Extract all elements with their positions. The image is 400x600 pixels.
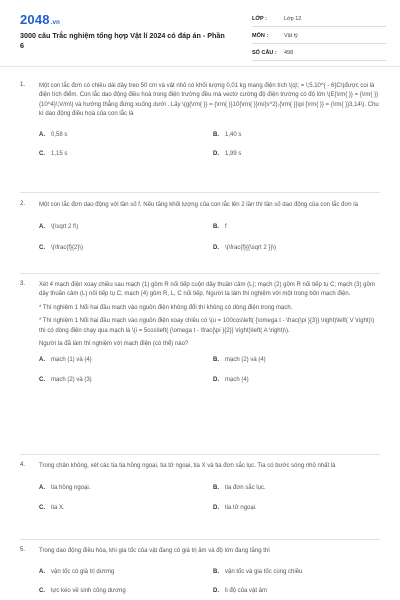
logo-text: 2048 — [20, 12, 50, 27]
option-c[interactable]: C. lực kéo về sinh công dương — [39, 588, 126, 595]
question-3 — [20, 281, 380, 384]
meta-row-class — [252, 12, 386, 27]
question-number: 2. — [20, 201, 26, 207]
question-5 — [20, 547, 380, 595]
meta-value: Vật lý — [284, 33, 298, 39]
page-title: 3000 câu Trắc nghiệm tổng hợp Vật lí 2024 có đáp án - Phần 6 — [20, 31, 225, 50]
question-number: 4. — [20, 462, 26, 468]
option-d[interactable]: D. mạch (4) — [213, 377, 249, 384]
divider — [20, 273, 380, 274]
option-a[interactable]: A. 0,58 s — [39, 131, 68, 138]
option-b[interactable]: B. mạch (2) và (4) — [213, 357, 266, 364]
meta-row-subject — [252, 29, 386, 44]
experiment-1: * Thí nghiệm 1 Nối hai đầu mạch vào nguồn điện không đổi thì không có dòng điện trong mạch. — [39, 304, 293, 311]
question-text: Trong dao động điều hòa, khi gia tốc của vật đang có giá trị âm và độ lớn đang tăng thì — [39, 548, 270, 554]
page-header — [0, 0, 400, 67]
question-text: Xét 4 mạch điện xoay chiều sau mạch (1) gồm R nối tiếp cuộn dây thuần cảm (L); mạch (2) gồm R nối tiếp tụ C; mạch (3) gồm dây thuần cảm (L) nối tiếp tụ C; mạch (4) gồm R, L, C nối tiếp. Người ta làm thí nghiệm với một trong bốn mạch điện. — [39, 282, 375, 298]
question-text: Trong chân không, xét các tia tia hồng ngoại, tia tử ngoại, tia X và tia đơn sắc lục. Tia có bước sóng nhỏ nhất là — [39, 463, 336, 469]
option-b[interactable]: B. vận tốc và gia tốc cùng chiều — [213, 569, 303, 576]
option-a[interactable]: A. tia hồng ngoại. — [39, 485, 91, 492]
option-b[interactable]: B. tia đơn sắc lục. — [213, 485, 266, 492]
option-a[interactable]: A. mạch (1) và (4) — [39, 357, 92, 364]
question-number: 5. — [20, 547, 26, 553]
site-logo[interactable] — [20, 12, 60, 27]
question-4 — [20, 462, 380, 512]
logo-suffix: .vn — [50, 20, 61, 26]
meta-value: Lớp 12 — [284, 16, 302, 22]
divider — [20, 192, 380, 193]
meta-info — [252, 12, 386, 63]
question-text: Một con lắc đơn dao động với tần số f. Nếu tăng khối lượng của con lắc lên 2 lần thì tần số dao động của con lắc đơn là — [39, 202, 358, 208]
meta-value: 498 — [284, 50, 294, 56]
divider — [20, 539, 380, 540]
option-c[interactable]: C. 1,15 s — [39, 150, 68, 157]
option-d[interactable]: D. li độ của vật âm — [213, 588, 268, 595]
meta-label: LỚP : — [252, 16, 267, 22]
option-b[interactable]: B. 1,40 s — [213, 131, 242, 138]
question-2 — [20, 201, 380, 252]
option-b[interactable]: B. f — [213, 224, 227, 231]
question-text: Một con lắc đơn có chiều dài dây treo 50 cm và vật nhỏ có khối lượng 0,01 kg mang điện tích \(q\; = \;5.10^{ - 6}C\)được coi là điện tích điểm. Con lắc dao động điều hoà trong điện trường đều mà vectơ cường độ điện trường có độ lớn \(E{\rm{ }} = {\rm{ }}{10^4}\;V/m\) và hướng thẳng đứng xuống dưới . Lấy \(g{\rm{ }} = {\rm{ }}10{\rm{ }}m/{s^2},{\rm{ }}\pi {\rm{ }} = {\rm{ }}3,14\). Chu kì dao động điều hoà của con lắc là — [39, 83, 379, 118]
question-prompt: Người ta đã làm thí nghiệm với mạch điện (có thể) nào? — [39, 341, 189, 348]
option-a[interactable]: A. vận tốc có giá trị dương — [39, 569, 115, 576]
option-c[interactable]: C. mạch (2) và (3) — [39, 377, 92, 384]
option-d[interactable]: D. tia tử ngoại. — [213, 505, 257, 512]
option-d[interactable]: D. \(\frac{f}{{\sqrt 2 }}\) — [213, 245, 277, 252]
meta-label: MÔN : — [252, 33, 269, 39]
divider — [20, 454, 380, 455]
option-a[interactable]: A. \(\sqrt 2 f\) — [39, 224, 79, 231]
option-c[interactable]: C. tia X. — [39, 505, 65, 512]
meta-row-count — [252, 46, 386, 61]
question-1 — [20, 82, 380, 157]
option-c[interactable]: C. \(\frac{f}{2}\) — [39, 245, 84, 252]
option-d[interactable]: D. 1,99 s — [213, 150, 242, 157]
question-number: 1. — [20, 82, 26, 88]
answer-options — [39, 120, 380, 157]
experiment-2: * Thí nghiệm 1 Nối hai đầu mạch vào nguồn điện xoay chiều có \(u = 100cos\left( {\omega t - \frac{\pi }{3}} \right)\left( V \right)\) thì có dòng điện chạy qua mạch là \(i = 5cos\left( {\omega t - \frac{\pi }{2}} \right)\left( A \right)\). — [39, 318, 375, 334]
meta-label: SỐ CÂU : — [252, 50, 277, 56]
question-number: 3. — [20, 281, 26, 287]
